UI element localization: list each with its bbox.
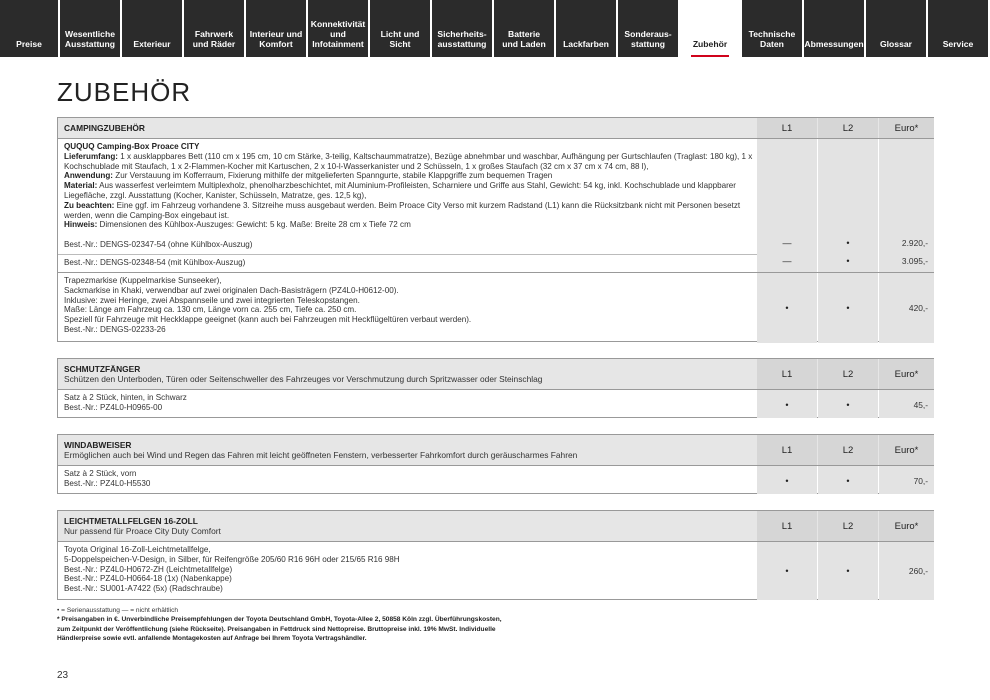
product-description bbox=[64, 393, 754, 413]
product-description bbox=[64, 469, 754, 489]
line: Satz à 2 Stück, vorn bbox=[64, 469, 137, 478]
standard-mark: • bbox=[785, 303, 789, 313]
section-header bbox=[58, 118, 933, 139]
column-header-euro: Euro* bbox=[879, 511, 934, 541]
divider bbox=[58, 254, 757, 255]
order-number: Best.-Nr.: PZ4L0-H0664-18 (1x) (Nabenkappe) bbox=[64, 574, 232, 584]
table-row bbox=[58, 272, 933, 343]
label-anwendung: Anwendung: bbox=[64, 171, 114, 181]
cell-l2 bbox=[818, 466, 878, 494]
column-header-l1: L1 bbox=[757, 118, 817, 138]
order-number: Best.-Nr.: PZ4L0-H5530 bbox=[64, 478, 151, 488]
cell-l2 bbox=[818, 139, 878, 272]
standard-mark: • bbox=[846, 400, 850, 410]
standard-mark: • bbox=[846, 303, 850, 313]
cell-l1 bbox=[757, 466, 817, 494]
line: Inklusive: zwei Heringe, zwei Abspannseile und zwei integrierten Teleskopstangen. bbox=[64, 295, 360, 305]
column-header-l1: L1 bbox=[757, 511, 817, 541]
standard-mark: • bbox=[846, 256, 850, 266]
legend-line: zum Zeitpunkt der Veröffentlichung (siehe Rückseite). Preisangaben in Fettdruck sind Nettopreise. Bruttopreise inkl. 19% MwSt. Individuelle bbox=[57, 625, 496, 633]
label-beachten: Zu beachten: bbox=[64, 200, 115, 210]
nav-tab-wesentliche-ausstattung[interactable]: Wesentliche Ausstattung bbox=[60, 0, 122, 57]
nav-tab-interieur[interactable]: Interieur und Komfort bbox=[246, 0, 308, 57]
order-number: Best.-Nr.: SU001-A7422 (5x) (Radschraube) bbox=[64, 584, 223, 594]
line: Sackmarkise in Khaki, verwendbar auf zwei originalen Dach-Basisträgern (PZ4L0-H0612-00). bbox=[64, 285, 399, 295]
nav-tab-sicherheitsausstattung[interactable]: Sicherheits- ausstattung bbox=[432, 0, 494, 57]
line: 5-Doppelspeichen-V-Design, in Silber, für Reifengröße 205/60 R16 96H oder 215/65 R16 98H bbox=[64, 554, 400, 564]
text-hinweis: Dimensionen des Kühlbox-Auszuges: Gewicht: 5 kg. Maße: Breite 28 cm x Tiefe 72 cm bbox=[97, 220, 411, 230]
product-description bbox=[64, 276, 754, 335]
nav-tab-service[interactable]: Service bbox=[928, 0, 988, 57]
nav-tab-exterieur[interactable]: Exterieur bbox=[122, 0, 184, 57]
table-row bbox=[58, 542, 933, 600]
top-navigation bbox=[0, 0, 990, 57]
label-material: Material: bbox=[64, 181, 98, 191]
cell-euro bbox=[879, 390, 934, 418]
section-campingzubehoer bbox=[57, 117, 934, 342]
section-subtitle: Ermöglichen auch bei Wind und Regen das Fahren mit leicht geöffneten Fenstern, verbesserter Fahrkomfort durch geräuscharmes Fahren bbox=[64, 450, 578, 460]
standard-mark: • bbox=[785, 566, 789, 576]
product-description bbox=[64, 545, 754, 594]
nav-tab-abmessungen[interactable]: Abmessungen bbox=[804, 0, 866, 57]
section-leichtmetallfelgen bbox=[57, 510, 934, 600]
text-beachten: Eine ggf. im Fahrzeug vorhandene 3. Sitzreihe muss ausgebaut werden. Beim Proace City Verso mit kurzem Radstand (L1) kann die Rücksitzbank nicht mit Personen besetzt werden, wenn die Camping-Box eingebaut ist. bbox=[64, 200, 741, 220]
standard-mark: • bbox=[846, 238, 850, 248]
cell-euro bbox=[879, 273, 934, 343]
cell-euro bbox=[879, 466, 934, 494]
line: Speziell für Fahrzeuge mit Heckklappe geeignet (kann auch bei Fahrzeugen mit Heckflügeltüren verbaut werden). bbox=[64, 315, 472, 325]
section-header bbox=[58, 511, 933, 542]
order-number: Best.-Nr.: PZ4L0-H0965-00 bbox=[64, 402, 163, 412]
product-title: QUQUQ Camping-Box Proace CITY bbox=[64, 142, 200, 151]
cell-l1 bbox=[757, 390, 817, 418]
standard-mark: • bbox=[846, 476, 850, 486]
order-number: Best.-Nr.: DENGS-02233-26 bbox=[64, 324, 166, 334]
section-header bbox=[58, 435, 933, 466]
price: 45,- bbox=[913, 400, 928, 410]
line: Toyota Original 16-Zoll-Leichtmetallfelge, bbox=[64, 545, 211, 554]
section-title: SCHMUTZFÄNGER bbox=[64, 364, 141, 374]
page-number: 23 bbox=[57, 670, 69, 681]
text-material: Aus wasserfest verleimtem Multiplexholz, phenolharzbeschichtet, mit Aluminium-Profileisten, Scharniere und Griffe aus Stahl, Gewicht: 54 kg, inkl. Kochschublade und klappbarer Liegefläche, zzgl. Ausstattung (Kocher, Kanister, Schüsseln, Matratze, ges. 12,5 kg), bbox=[64, 181, 736, 200]
section-title: CAMPINGZUBEHÖR bbox=[64, 123, 145, 133]
not-available-mark: — bbox=[782, 238, 792, 248]
nav-tab-sonderausstattung[interactable]: Sonderaus- stattung bbox=[618, 0, 680, 57]
cell-l1 bbox=[757, 139, 817, 272]
standard-mark: • bbox=[785, 476, 789, 486]
cell-l2 bbox=[818, 390, 878, 418]
column-header-euro: Euro* bbox=[879, 435, 934, 465]
table-row bbox=[58, 466, 933, 494]
cell-l1 bbox=[757, 542, 817, 600]
column-header-euro: Euro* bbox=[879, 359, 934, 389]
cell-l2 bbox=[818, 273, 878, 343]
section-schmutzfaenger bbox=[57, 358, 934, 418]
column-header-l1: L1 bbox=[757, 359, 817, 389]
order-number: Best.-Nr.: DENGS-02347-54 (ohne Kühlbox-Auszug) bbox=[64, 240, 253, 249]
table-row bbox=[58, 390, 933, 418]
column-header-l2: L2 bbox=[818, 435, 878, 465]
text-lieferumfang: 1 x ausklappbares Bett (110 cm x 195 cm, 10 cm Stärke, 3-teilig, Kaltschaummatratze), Bezüge abnehmbar und waschbar, Aufhängung per Gurtschlaufen (Traglast: 180 kg), 1 x Kochschublade mit Staufach, 1 x 2-Flammen-Kocher mit Kartuschen, 2 x 10-l-Wasserkanister und 2 Schüsseln, 1 x großes Staufach (32 cm x 37 cm x 74 cm, 88 l), bbox=[64, 151, 753, 171]
standard-mark: • bbox=[846, 566, 850, 576]
nav-tab-fahrwerk[interactable]: Fahrwerk und Räder bbox=[184, 0, 246, 57]
label-lieferumfang: Lieferumfang: bbox=[64, 151, 118, 161]
cell-l2 bbox=[818, 542, 878, 600]
line: Satz à 2 Stück, hinten, in Schwarz bbox=[64, 393, 187, 402]
legend-footnote bbox=[57, 606, 577, 644]
line: Trapezmarkise (Kuppelmarkise Sunseeker), bbox=[64, 276, 222, 285]
column-header-l2: L2 bbox=[818, 359, 878, 389]
order-number: Best.-Nr.: PZ4L0-H0672-ZH (Leichtmetallfelge) bbox=[64, 564, 233, 574]
section-header bbox=[58, 359, 933, 390]
section-title: LEICHTMETALLFELGEN 16-ZOLL bbox=[64, 516, 198, 526]
cell-euro bbox=[879, 542, 934, 600]
standard-mark: • bbox=[785, 400, 789, 410]
legend-line: Händlerpreise sowie evtl. anfallende Montagekosten auf Anfrage bei Ihrem Toyota Vertragshändler. bbox=[57, 635, 367, 643]
nav-tab-batterie[interactable]: Batterie und Laden bbox=[494, 0, 556, 57]
nav-tab-zubehoer-label: Zubehör bbox=[692, 39, 728, 49]
line: Maße: Länge am Fahrzeug ca. 130 cm, Länge vorn ca. 255 cm, Tiefe ca. 250 cm. bbox=[64, 305, 357, 315]
nav-tab-licht-und-sicht[interactable]: Licht und Sicht bbox=[370, 0, 432, 57]
cell-l1 bbox=[757, 273, 817, 343]
price: 420,- bbox=[908, 303, 928, 313]
section-subtitle: Schützen den Unterboden, Türen oder Seitenschweller des Fahrzeuges vor Verschmutzung durch Spritzwasser oder Steinschlag bbox=[64, 374, 543, 384]
cell-euro bbox=[879, 139, 934, 272]
table-row bbox=[58, 139, 933, 272]
price: 3.095,- bbox=[901, 256, 928, 266]
nav-tab-zubehoer[interactable] bbox=[680, 0, 742, 57]
price: 260,- bbox=[908, 566, 928, 576]
text-anwendung: Zur Verstauung im Kofferraum, Fixierung mithilfe der mitgelieferten Spanngurte, stabile Klappgriffe zum bequemen Tragen bbox=[113, 171, 553, 181]
column-header-l2: L2 bbox=[818, 511, 878, 541]
nav-tab-konnektivitaet[interactable]: Konnektivität und Infotainment bbox=[308, 0, 370, 57]
legend-line: * Preisangaben in €. Unverbindliche Preisempfehlungen der Toyota Deutschland GmbH, Toyota-Allee 2, 50858 Köln zzgl. Überführungskosten, bbox=[57, 616, 502, 624]
nav-tab-preise[interactable]: Preise bbox=[0, 0, 60, 57]
not-available-mark: — bbox=[782, 256, 792, 266]
nav-tab-glossar[interactable]: Glossar bbox=[866, 0, 928, 57]
section-windabweiser bbox=[57, 434, 934, 494]
product-description bbox=[64, 142, 754, 230]
page-title: ZUBEHÖR bbox=[57, 77, 192, 107]
nav-tab-lackfarben[interactable]: Lackfarben bbox=[556, 0, 618, 57]
order-number: Best.-Nr.: DENGS-02348-54 (mit Kühlbox-Auszug) bbox=[64, 258, 246, 267]
column-header-l2: L2 bbox=[818, 118, 878, 138]
label-hinweis: Hinweis: bbox=[64, 220, 98, 230]
nav-tab-technische-daten[interactable]: Technische Daten bbox=[742, 0, 804, 57]
column-header-euro: Euro* bbox=[879, 118, 934, 138]
price: 70,- bbox=[913, 476, 928, 486]
price: 2.920,- bbox=[901, 238, 928, 248]
legend-line: • = Serienausstattung — = nicht erhältlich bbox=[57, 607, 179, 614]
column-header-l1: L1 bbox=[757, 435, 817, 465]
section-title: WINDABWEISER bbox=[64, 440, 132, 450]
section-subtitle: Nur passend für Proace City Duty Comfort bbox=[64, 526, 221, 536]
active-tab-indicator bbox=[691, 55, 729, 57]
